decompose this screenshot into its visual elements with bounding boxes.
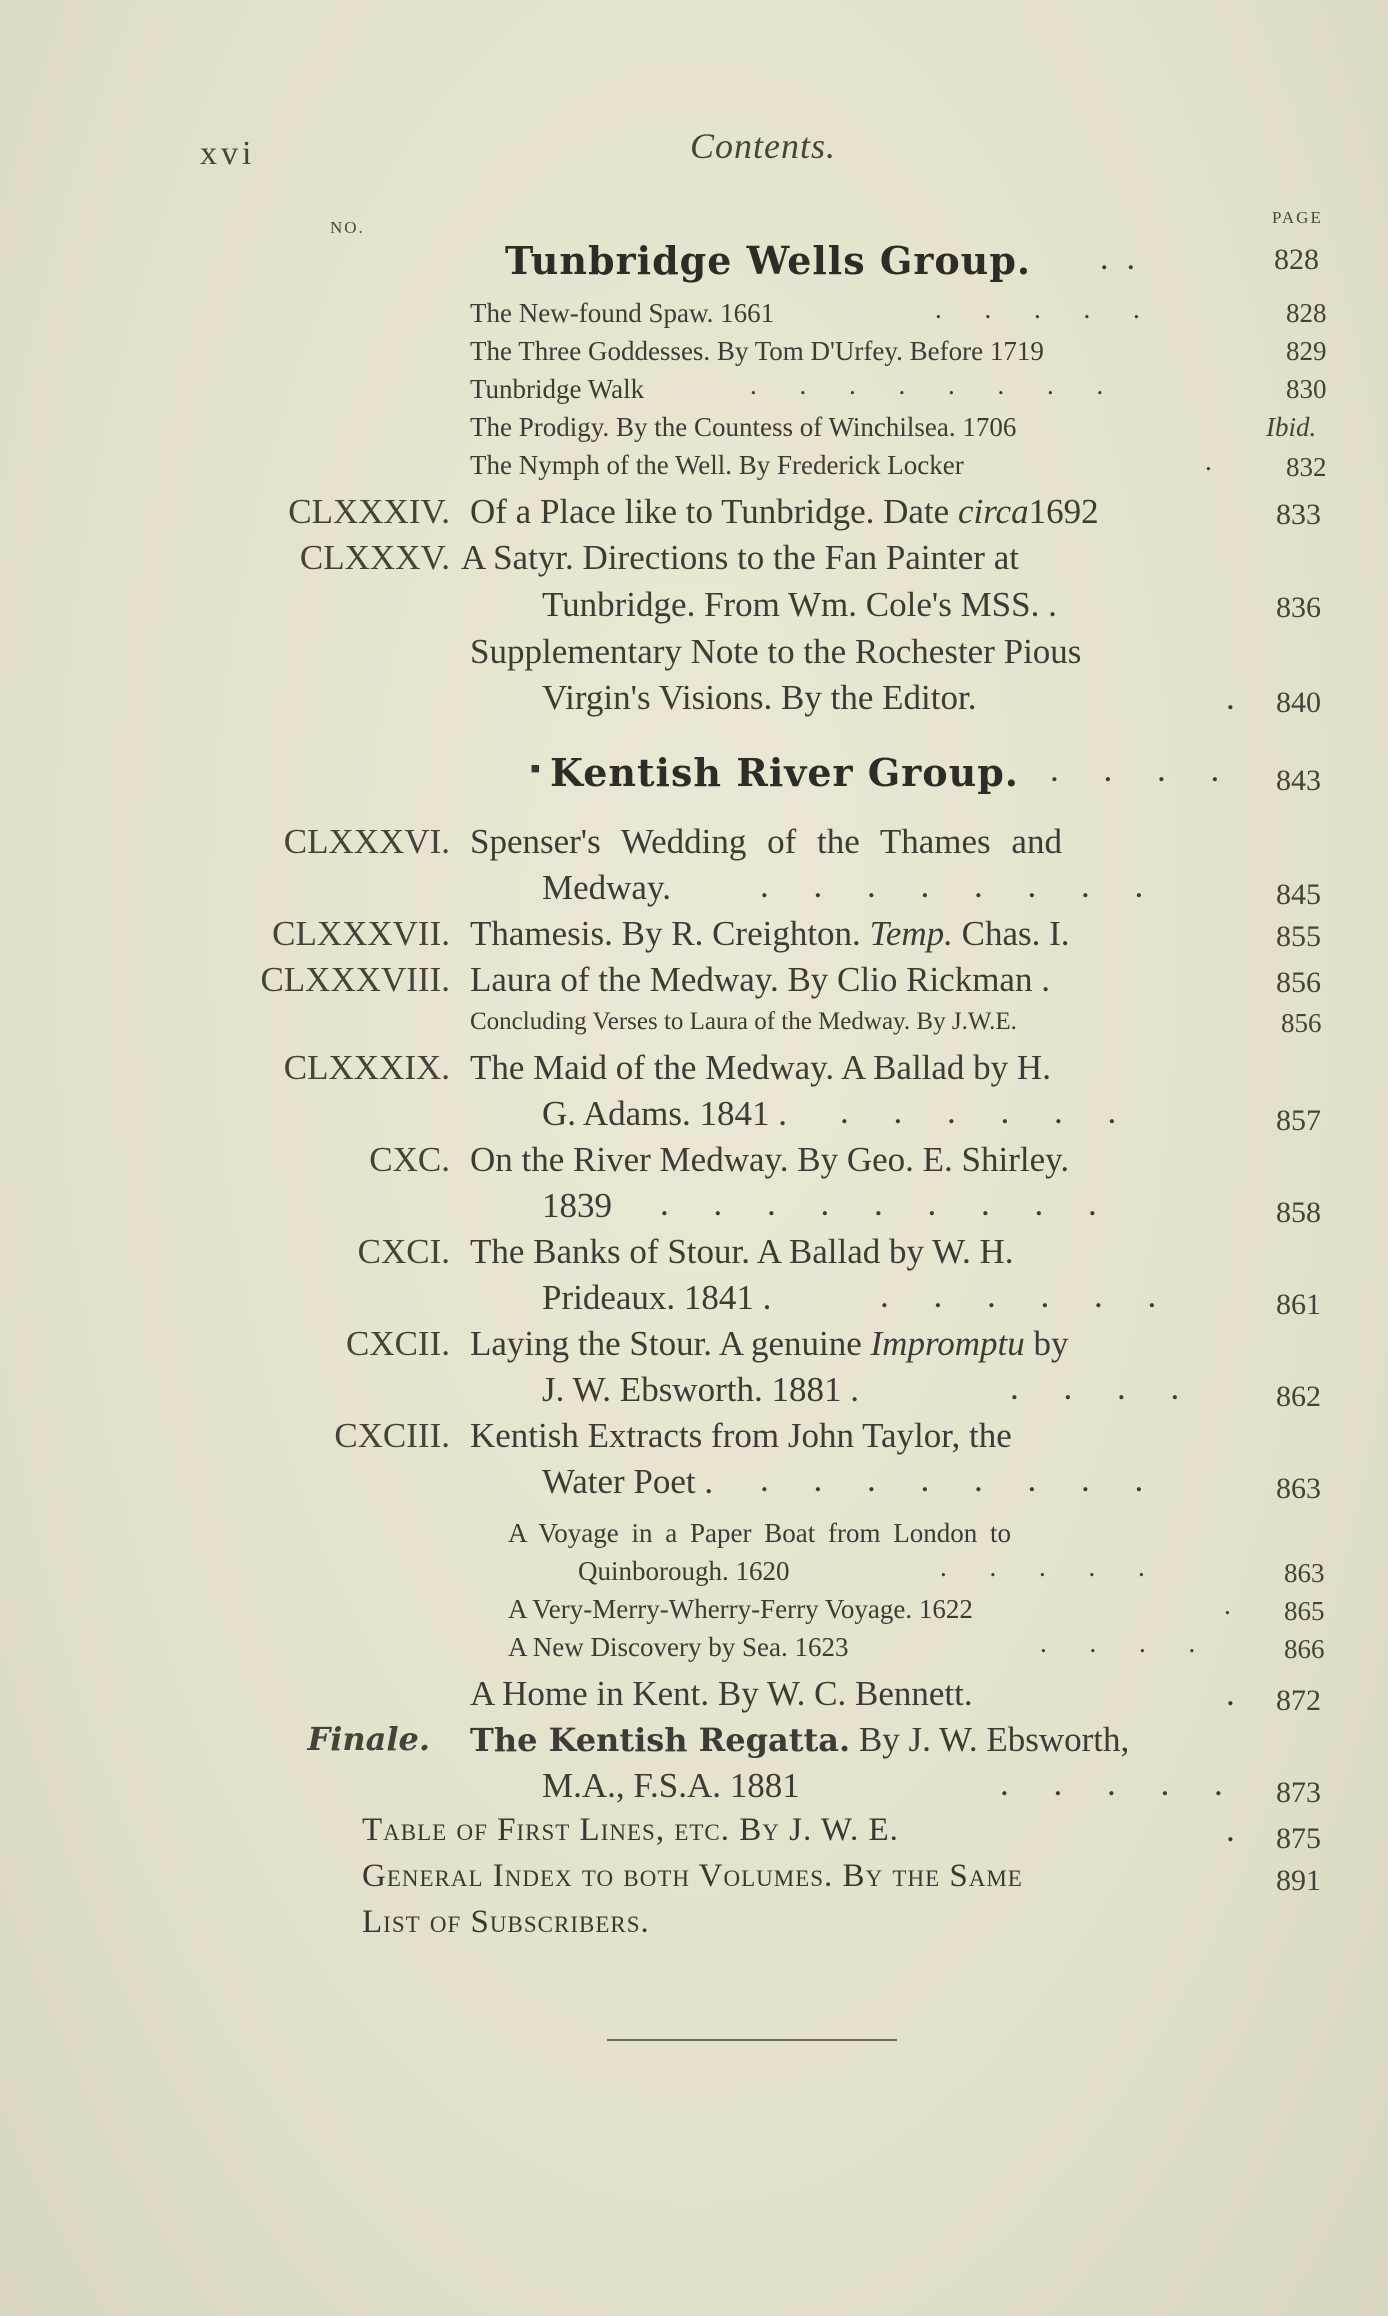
entry-page: 829 (1286, 336, 1327, 366)
running-head: Contents. (690, 126, 837, 166)
leader-dots: . . . . . . (840, 1092, 1135, 1131)
leader-dots: . . . . . (935, 294, 1158, 324)
column-head-page: PAGE (1272, 208, 1323, 227)
entry-page: 857 (1276, 1104, 1321, 1137)
entry-title: On the River Medway. By Geo. E. Shirley. (470, 1140, 1070, 1179)
entry-title: A Voyage in a Paper Boat from London to (508, 1518, 1011, 1548)
leader-dots: . . . . . . . . (760, 866, 1162, 905)
entry-number: CLXXXVII. (272, 914, 450, 953)
entry-page: 891 (1276, 1864, 1321, 1897)
entry-title-text: By J. W. Ebsworth, (858, 1720, 1130, 1759)
entry-title-cont: Tunbridge. From Wm. Cole's MSS. . (542, 585, 1057, 624)
entry-page: 833 (1276, 498, 1321, 531)
entry-title (470, 492, 1099, 532)
entry-number: CLXXXV. (299, 538, 450, 577)
entry-title-cont: J. W. Ebsworth. 1881 . (542, 1370, 859, 1409)
entry-title: Table of First Lines, etc. By J. W. E. (362, 1812, 899, 1848)
entry-title: Tunbridge Walk (470, 374, 645, 404)
entry-number: CXC. (369, 1140, 450, 1179)
entry-title-cont: Water Poet . (542, 1462, 714, 1501)
entry-title: The Maid of the Medway. A Ballad by H. (470, 1048, 1051, 1087)
entry-title: A New Discovery by Sea. 1623 (508, 1632, 849, 1662)
leader-dots: . . . . . (1000, 1764, 1241, 1803)
entry-title-text: Of a Place like to Tunbridge. Date (470, 492, 950, 531)
entry-number: CLXXXVIII. (260, 960, 450, 999)
entry-title: Kentish Extracts from John Taylor, the (470, 1416, 1012, 1455)
entry-page: 865 (1284, 1596, 1325, 1626)
entry-title (470, 1324, 1069, 1364)
entry-title: Concluding Verses to Laura of the Medway. By J.W.E. (470, 1008, 1017, 1035)
entry-page: 872 (1276, 1684, 1321, 1717)
entry-title-text: Thamesis. By R. Creighton. (470, 914, 861, 953)
group-heading-tunbridge: Tunbridge Wells Group. (505, 238, 1032, 283)
entry-page: 856 (1276, 966, 1321, 999)
group-page-kentish: 843 (1276, 764, 1321, 797)
entry-page: 830 (1286, 374, 1327, 404)
entry-title (470, 914, 1070, 954)
leader-dots: .. (1100, 240, 1153, 277)
entry-title: The New-found Spaw. 1661 (470, 298, 775, 328)
entry-title: The Banks of Stour. A Ballad by W. H. (470, 1232, 1014, 1271)
entry-page: 840 (1276, 686, 1321, 719)
leader-dots: . (1226, 1674, 1235, 1713)
entry-page: 856 (1281, 1008, 1322, 1038)
group-heading-kentish: Kentish River Group. (550, 750, 1020, 795)
entry-title-year: 1692 (1028, 492, 1099, 531)
entry-title: Spenser's Wedding of the Thames and (470, 822, 1062, 861)
leader-dots: . . . . . . . . . (660, 1184, 1115, 1223)
entry-title: List of Subscribers. (362, 1904, 650, 1940)
entry-title: A Very-Merry-Wherry-Ferry Voyage. 1622 (508, 1594, 973, 1624)
entry-title-text: by (1033, 1324, 1069, 1363)
entry-title-cont: Prideaux. 1841 . (542, 1278, 772, 1317)
entry-page: 828 (1286, 298, 1327, 328)
entry-title-cont: Quinborough. 1620 (578, 1556, 790, 1586)
entry-page: 866 (1284, 1634, 1325, 1664)
entry-title-cont: G. Adams. 1841 . (542, 1094, 787, 1133)
entry-title: Laura of the Medway. By Clio Rickman . (470, 960, 1050, 999)
entry-page: Ibid. (1266, 412, 1317, 442)
entry-page: 862 (1276, 1380, 1321, 1413)
entry-number: CXCI. (357, 1232, 450, 1271)
leader-dots: . . . . (1050, 750, 1238, 789)
entry-title-cont: Medway. (542, 868, 671, 907)
entry-title-italic: Temp. (869, 914, 953, 953)
leader-dots: . . . . . . . . (750, 370, 1122, 400)
entry-number: CLXXXIX. (283, 1048, 450, 1087)
entry-title: The Three Goddesses. By Tom D'Urfey. Before 1719 (470, 336, 1044, 366)
page-folio: xvi (200, 135, 256, 172)
entry-number: CLXXXIV. (288, 492, 450, 531)
leader-dots: . . . . (1010, 1368, 1198, 1407)
leader-dots: . . . . . (940, 1552, 1163, 1582)
group-page-tunbridge: 828 (1274, 243, 1319, 276)
entry-number: CLXXXVI. (283, 822, 450, 861)
leader-dots: . (1226, 678, 1235, 717)
leader-dots: . (1226, 1810, 1235, 1849)
column-head-no: NO. (330, 218, 365, 237)
entry-page: 832 (1286, 452, 1327, 482)
leader-dots: . (1205, 446, 1212, 476)
leader-dots: . . . . (1040, 1628, 1214, 1658)
entry-page: 873 (1276, 1776, 1321, 1809)
entry-page: 845 (1276, 878, 1321, 911)
entry-title-text: Chas. I. (961, 914, 1070, 953)
entry-page: 863 (1276, 1472, 1321, 1505)
entry-page: 861 (1276, 1288, 1321, 1321)
entry-number: CXCIII. (334, 1416, 450, 1455)
bullet-dot: ▪ (530, 752, 541, 785)
closing-rule (607, 2039, 897, 2041)
entry-page: 836 (1276, 591, 1321, 624)
entry-title-italic: circa (957, 492, 1029, 531)
entry-number: Finale. (307, 1720, 430, 1758)
entry-page: 855 (1276, 920, 1321, 953)
entry-page: 863 (1284, 1558, 1325, 1588)
entry-title: Supplementary Note to the Rochester Pious (470, 632, 1082, 671)
leader-dots: . . . . . . (880, 1276, 1175, 1315)
entry-title: A Home in Kent. By W. C. Bennett. (470, 1674, 973, 1713)
entry-title-text: Laying the Stour. A genuine (470, 1324, 862, 1363)
entry-title-cont: 1839 (542, 1186, 612, 1225)
entry-title-italic: Impromptu (870, 1324, 1025, 1363)
leader-dots: . . . . . . . . (760, 1460, 1162, 1499)
entry-title: General Index to both Volumes. By the Same (362, 1858, 1023, 1894)
entry-number: CXCII. (345, 1324, 450, 1363)
entry-title-cont: Virgin's Visions. By the Editor. (542, 678, 977, 717)
entry-title: The Nymph of the Well. By Frederick Locker (470, 450, 964, 480)
entry-title: A Satyr. Directions to the Fan Painter at (461, 538, 1019, 577)
entry-page: 875 (1276, 1822, 1321, 1855)
entry-title (470, 1720, 1129, 1760)
entry-title: The Prodigy. By the Countess of Winchilsea. 1706 (470, 412, 1017, 442)
entry-title-gothic: The Kentish Regatta. (470, 1721, 851, 1759)
entry-page: 858 (1276, 1196, 1321, 1229)
leader-dots: . (1224, 1590, 1231, 1620)
entry-title-cont: M.A., F.S.A. 1881 (542, 1766, 800, 1805)
